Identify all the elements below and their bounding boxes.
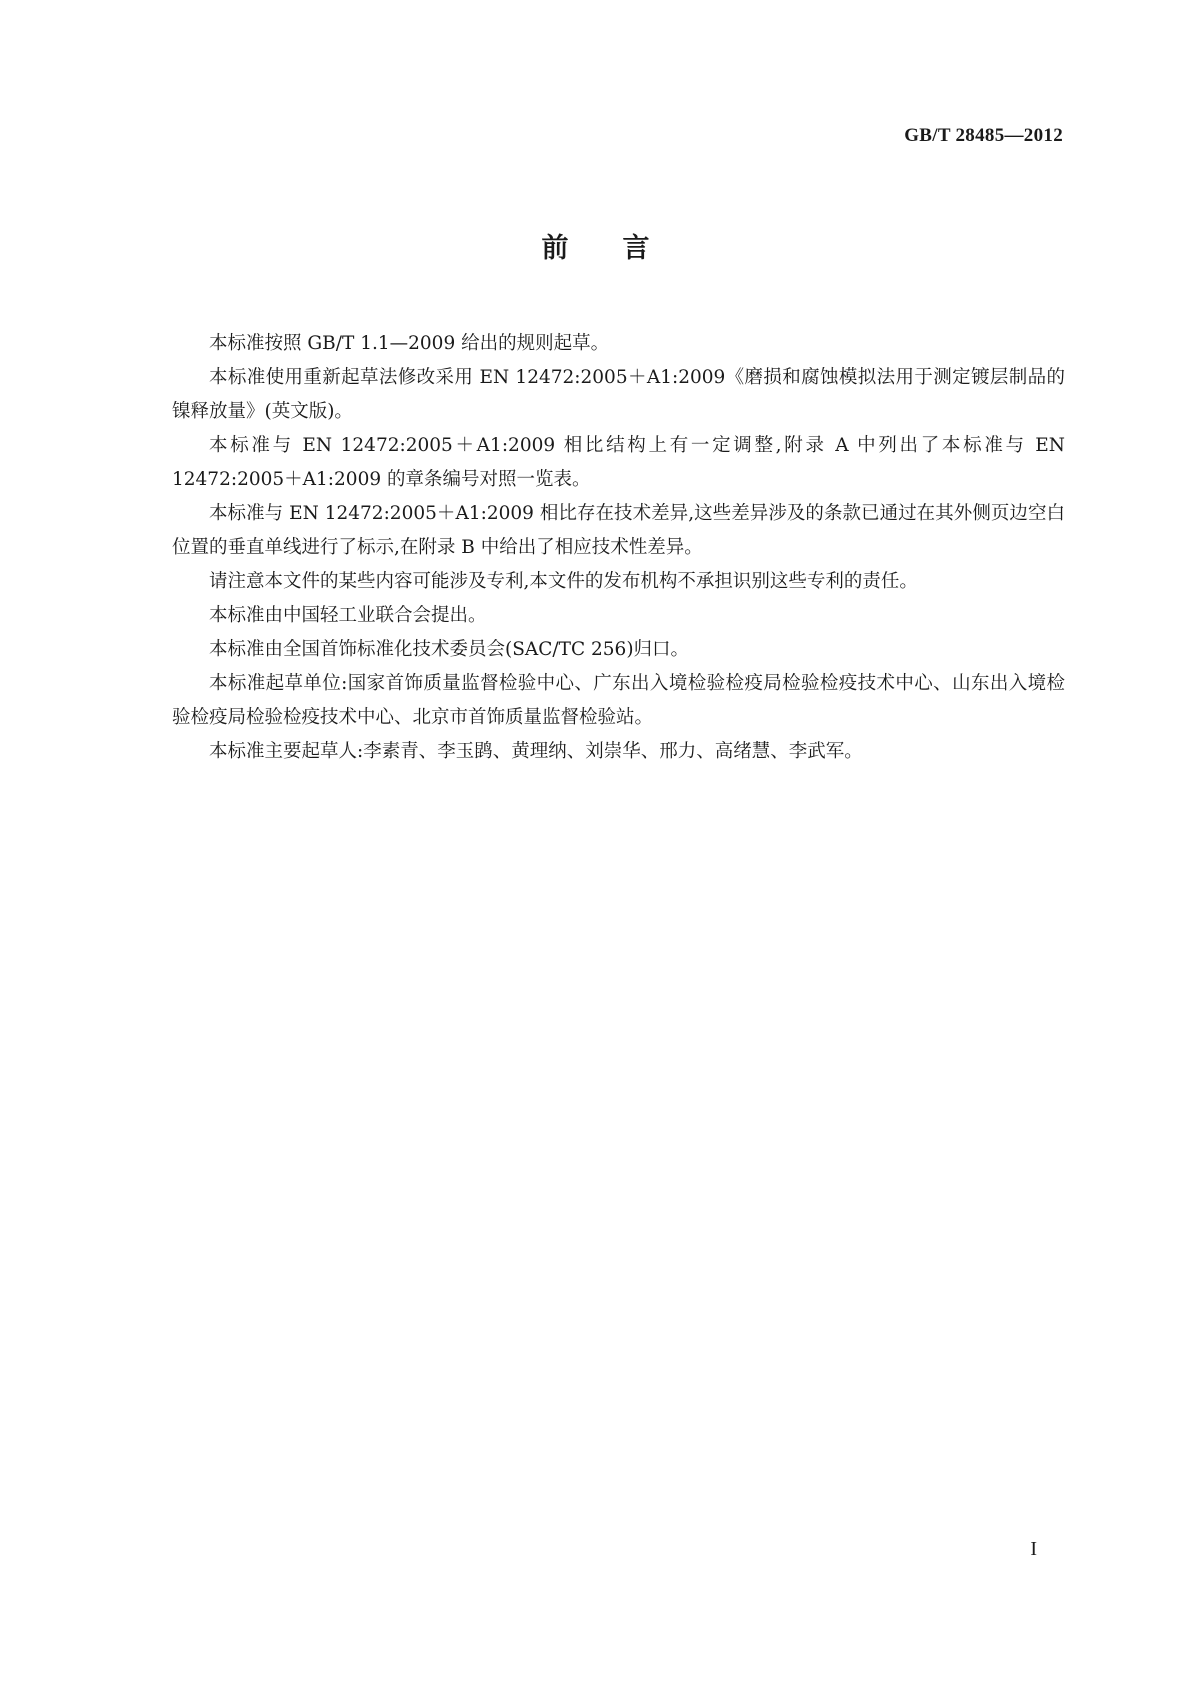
- paragraph-structure-changes: 本标准与 EN 12472:2005＋A1:2009 相比结构上有一定调整,附录 A 中列出了本标准与 EN 12472:2005＋A1:2009 的章条编号对照一览表。: [172, 435, 1065, 490]
- foreword-body: [172, 327, 1065, 769]
- page-number: I: [1030, 1538, 1037, 1560]
- paragraph-under-jurisdiction: 本标准由全国首饰标准化技术委员会(SAC/TC 256)归口。: [209, 639, 690, 660]
- paragraph-drafting-rules: 本标准按照 GB/T 1.1—2009 给出的规则起草。: [209, 333, 610, 354]
- standard-code: GB/T 28485—2012: [904, 125, 1063, 146]
- paragraph-drafting-units: 本标准起草单位:国家首饰质量监督检验中心、广东出入境检验检疫局检验检疫技术中心、山东出入境检验检疫局检验检疫技术中心、北京市首饰质量监督检验站。: [172, 673, 1065, 728]
- page-title: 前言: [541, 233, 704, 264]
- paragraph-technical-differences: 本标准与 EN 12472:2005＋A1:2009 相比存在技术差异,这些差异涉及的条款已通过在其外侧页边空白位置的垂直单线进行了标示,在附录 B 中给出了相应技术性差异。: [172, 503, 1065, 558]
- paragraph-proposed-by: 本标准由中国轻工业联合会提出。: [209, 605, 487, 626]
- paragraph-adoption: 本标准使用重新起草法修改采用 EN 12472:2005＋A1:2009《磨损和腐蚀模拟法用于测定镀层制品的镍释放量》(英文版)。: [172, 367, 1065, 422]
- paragraph-patent-notice: 请注意本文件的某些内容可能涉及专利,本文件的发布机构不承担识别这些专利的责任。: [209, 571, 918, 592]
- paragraph-drafters: 本标准主要起草人:李素青、李玉鹍、黄理纳、刘崇华、邢力、高绪慧、李武军。: [209, 741, 863, 762]
